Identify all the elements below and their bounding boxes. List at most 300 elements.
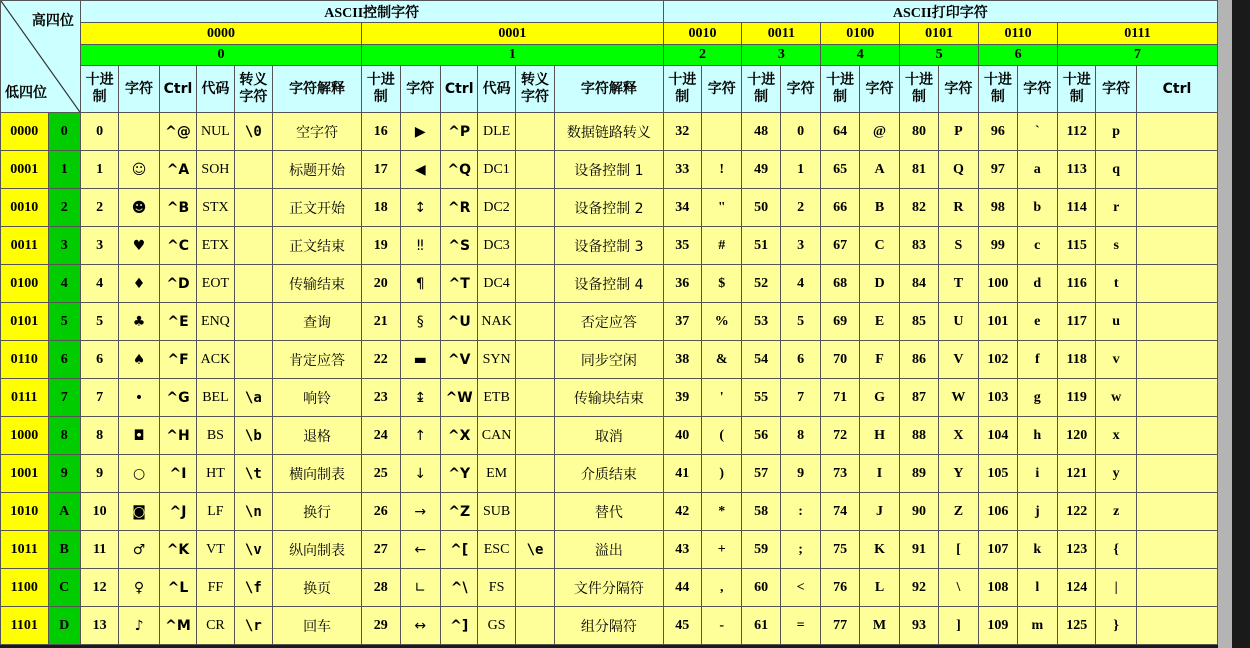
control-code: EM (478, 455, 515, 493)
char-glyph: ♣ (119, 303, 159, 341)
dec-value: 25 (362, 455, 400, 493)
printable-char: e (1017, 303, 1057, 341)
dec-value: 70 (821, 341, 859, 379)
dec-value: 114 (1058, 189, 1096, 227)
ctrl-key: ^I (159, 455, 196, 493)
dec-value: 121 (1058, 455, 1096, 493)
printable-char: M (859, 607, 899, 645)
control-code: NAK (478, 303, 515, 341)
dec-value: 44 (663, 569, 701, 607)
empty-cell (1136, 227, 1217, 265)
row-low-hex: 1 (48, 151, 80, 189)
dec-value: 88 (900, 417, 938, 455)
row-low-bits: 0010 (1, 189, 49, 227)
subheader-escape: 转义字符 (234, 66, 272, 113)
ctrl-key: ^@ (159, 113, 196, 151)
printable-char: U (938, 303, 978, 341)
control-code: CAN (478, 417, 515, 455)
escape-sequence: \v (234, 531, 272, 569)
escape-sequence (515, 227, 554, 265)
dec-value: 54 (742, 341, 780, 379)
char-explanation: 否定应答 (555, 303, 663, 341)
table-row (1, 531, 1218, 569)
dec-value: 103 (979, 379, 1017, 417)
printable-char: ` (1017, 113, 1057, 151)
char-explanation: 介质结束 (555, 455, 663, 493)
dec-value: 39 (663, 379, 701, 417)
ctrl-key: ^V (440, 341, 477, 379)
subheader-explain: 字符解释 (555, 66, 663, 113)
subheader-dec: 十进制 (80, 66, 118, 113)
ctrl-key: ^Q (440, 151, 477, 189)
row-low-hex: 2 (48, 189, 80, 227)
dec-value: 35 (663, 227, 701, 265)
printable-char: A (859, 151, 899, 189)
high-bits-2: 0010 (663, 23, 742, 45)
printable-char: ' (702, 379, 742, 417)
printable-char: t (1096, 265, 1136, 303)
control-code: BS (197, 417, 234, 455)
dec-value: 38 (663, 341, 701, 379)
printable-char: z (1096, 493, 1136, 531)
ctrl-key: ^S (440, 227, 477, 265)
dec-value: 82 (900, 189, 938, 227)
control-code: FS (478, 569, 515, 607)
printable-char: u (1096, 303, 1136, 341)
dec-value: 115 (1058, 227, 1096, 265)
printable-char: Q (938, 151, 978, 189)
control-code: LF (197, 493, 234, 531)
char-glyph: ◀ (400, 151, 440, 189)
char-glyph: ↨ (400, 379, 440, 417)
row-low-hex: A (48, 493, 80, 531)
ctrl-key: ^W (440, 379, 477, 417)
subheader-dec: 十进制 (979, 66, 1017, 113)
printable-char: X (938, 417, 978, 455)
row-low-hex: 9 (48, 455, 80, 493)
control-code: EOT (197, 265, 234, 303)
empty-cell (1136, 493, 1217, 531)
printable-char: k (1017, 531, 1057, 569)
table-row (1, 151, 1218, 189)
char-glyph: ▶ (400, 113, 440, 151)
dec-value: 10 (80, 493, 118, 531)
row-low-bits: 0110 (1, 341, 49, 379)
printable-char: w (1096, 379, 1136, 417)
low-bits-label: 低四位 (5, 85, 47, 101)
table-row (1, 227, 1218, 265)
row-low-hex: 6 (48, 341, 80, 379)
ctrl-key: ^C (159, 227, 196, 265)
row-low-bits: 1010 (1, 493, 49, 531)
high-bits-0: 0000 (80, 23, 361, 45)
dark-margin (1232, 0, 1250, 648)
escape-sequence (515, 379, 554, 417)
dec-value: 124 (1058, 569, 1096, 607)
dec-value: 40 (663, 417, 701, 455)
dec-value: 67 (821, 227, 859, 265)
dec-value: 76 (821, 569, 859, 607)
dec-value: 91 (900, 531, 938, 569)
ctrl-key: ^R (440, 189, 477, 227)
char-glyph: ○ (119, 455, 159, 493)
control-code: DC4 (478, 265, 515, 303)
dec-value: 17 (362, 151, 400, 189)
char-explanation: 回车 (273, 607, 362, 645)
char-explanation: 替代 (555, 493, 663, 531)
printable-char: H (859, 417, 899, 455)
ctrl-key: ^J (159, 493, 196, 531)
char-glyph: ↓ (400, 455, 440, 493)
printable-char: q (1096, 151, 1136, 189)
high-bits-label: 高四位 (31, 13, 74, 29)
escape-sequence: \f (234, 569, 272, 607)
ctrl-key: ^[ (440, 531, 477, 569)
char-glyph: ↔ (400, 607, 440, 645)
high-hex-6: 6 (979, 45, 1058, 66)
dec-value: 84 (900, 265, 938, 303)
char-explanation: 同步空闲 (555, 341, 663, 379)
dec-value: 7 (80, 379, 118, 417)
char-explanation: 设备控制 3 (555, 227, 663, 265)
ctrl-key: ^X (440, 417, 477, 455)
char-glyph: ♀ (119, 569, 159, 607)
dec-value: 45 (663, 607, 701, 645)
char-explanation: 设备控制 2 (555, 189, 663, 227)
row-low-hex: 4 (48, 265, 80, 303)
control-code: ENQ (197, 303, 234, 341)
row-low-bits: 1001 (1, 455, 49, 493)
subheader-char: 字符 (1017, 66, 1057, 113)
printable-char: j (1017, 493, 1057, 531)
printable-char: V (938, 341, 978, 379)
table-row (1, 569, 1218, 607)
ctrl-key: ^M (159, 607, 196, 645)
char-explanation: 数据链路转义 (555, 113, 663, 151)
char-explanation: 换页 (273, 569, 362, 607)
dec-value: 123 (1058, 531, 1096, 569)
subheader-dec: 十进制 (663, 66, 701, 113)
escape-sequence (234, 303, 272, 341)
dec-value: 80 (900, 113, 938, 151)
printable-char: & (702, 341, 742, 379)
printable-char: p (1096, 113, 1136, 151)
empty-cell (1136, 113, 1217, 151)
char-glyph: ◘ (119, 417, 159, 455)
dec-value: 105 (979, 455, 1017, 493)
subheader-code: 代码 (197, 66, 234, 113)
dec-value: 36 (663, 265, 701, 303)
table-row (1, 113, 1218, 151)
dec-value: 87 (900, 379, 938, 417)
escape-sequence: \r (234, 607, 272, 645)
dec-value: 96 (979, 113, 1017, 151)
printable-char: h (1017, 417, 1057, 455)
printable-char: 6 (780, 341, 820, 379)
char-explanation: 肯定应答 (273, 341, 362, 379)
row-low-bits: 0100 (1, 265, 49, 303)
empty-cell (1136, 417, 1217, 455)
printable-char (702, 113, 742, 151)
dec-value: 125 (1058, 607, 1096, 645)
dec-value: 116 (1058, 265, 1096, 303)
char-glyph: ◙ (119, 493, 159, 531)
dec-value: 33 (663, 151, 701, 189)
printable-char: = (780, 607, 820, 645)
escape-sequence: \b (234, 417, 272, 455)
dec-value: 18 (362, 189, 400, 227)
char-glyph: ♪ (119, 607, 159, 645)
control-code: DC1 (478, 151, 515, 189)
escape-sequence (515, 189, 554, 227)
control-code: DC3 (478, 227, 515, 265)
printable-char: $ (702, 265, 742, 303)
escape-sequence (515, 607, 554, 645)
empty-cell (1136, 265, 1217, 303)
dec-value: 34 (663, 189, 701, 227)
char-explanation: 退格 (273, 417, 362, 455)
subheader-dec: 十进制 (362, 66, 400, 113)
dec-value: 37 (663, 303, 701, 341)
printable-char: \ (938, 569, 978, 607)
escape-sequence (515, 341, 554, 379)
char-explanation: 响铃 (273, 379, 362, 417)
printable-char: { (1096, 531, 1136, 569)
char-glyph: ♠ (119, 341, 159, 379)
table-row (1, 303, 1218, 341)
high-bits-1: 0001 (362, 23, 664, 45)
row-low-bits: 0111 (1, 379, 49, 417)
printable-char: | (1096, 569, 1136, 607)
printable-char: 2 (780, 189, 820, 227)
control-section-title: ASCII控制字符 (80, 1, 663, 23)
empty-cell (1136, 151, 1217, 189)
escape-sequence: \a (234, 379, 272, 417)
char-explanation: 组分隔符 (555, 607, 663, 645)
dec-value: 50 (742, 189, 780, 227)
dec-value: 85 (900, 303, 938, 341)
char-glyph: • (119, 379, 159, 417)
escape-sequence: \t (234, 455, 272, 493)
printable-char: # (702, 227, 742, 265)
char-explanation: 取消 (555, 417, 663, 455)
corner-header (1, 1, 81, 113)
high-hex-5: 5 (900, 45, 979, 66)
empty-cell (1136, 455, 1217, 493)
printable-char: % (702, 303, 742, 341)
ctrl-key: ^F (159, 341, 196, 379)
dec-value: 101 (979, 303, 1017, 341)
table-row (1, 417, 1218, 455)
row-low-bits: 0101 (1, 303, 49, 341)
escape-sequence: \n (234, 493, 272, 531)
dec-value: 68 (821, 265, 859, 303)
subheader-char: 字符 (780, 66, 820, 113)
printable-char: [ (938, 531, 978, 569)
ctrl-key: ^B (159, 189, 196, 227)
ctrl-key: ^G (159, 379, 196, 417)
printable-char: 8 (780, 417, 820, 455)
ctrl-key: ^] (440, 607, 477, 645)
escape-sequence (515, 113, 554, 151)
row-low-hex: 0 (48, 113, 80, 151)
printable-char: F (859, 341, 899, 379)
control-code: ETB (478, 379, 515, 417)
dec-value: 72 (821, 417, 859, 455)
dec-value: 24 (362, 417, 400, 455)
empty-cell (1136, 607, 1217, 645)
row-low-bits: 0001 (1, 151, 49, 189)
dec-value: 55 (742, 379, 780, 417)
escape-sequence (515, 151, 554, 189)
dec-value: 81 (900, 151, 938, 189)
dec-value: 43 (663, 531, 701, 569)
dec-value: 13 (80, 607, 118, 645)
char-explanation: 文件分隔符 (555, 569, 663, 607)
printable-char: : (780, 493, 820, 531)
row-low-hex: C (48, 569, 80, 607)
printable-char: C (859, 227, 899, 265)
dec-value: 60 (742, 569, 780, 607)
dec-value: 97 (979, 151, 1017, 189)
printable-char: 1 (780, 151, 820, 189)
dec-value: 106 (979, 493, 1017, 531)
subheader-dec: 十进制 (1058, 66, 1096, 113)
printable-char: ( (702, 417, 742, 455)
control-code: ACK (197, 341, 234, 379)
dec-value: 26 (362, 493, 400, 531)
char-explanation: 正文结束 (273, 227, 362, 265)
control-code: ETX (197, 227, 234, 265)
printable-char: - (702, 607, 742, 645)
char-glyph: ∟ (400, 569, 440, 607)
dec-value: 16 (362, 113, 400, 151)
dec-value: 74 (821, 493, 859, 531)
dec-value: 117 (1058, 303, 1096, 341)
dec-value: 102 (979, 341, 1017, 379)
subheader-ctrl: Ctrl (1136, 66, 1217, 113)
escape-sequence: \e (515, 531, 554, 569)
char-explanation: 传输块结束 (555, 379, 663, 417)
printable-char: Z (938, 493, 978, 531)
empty-cell (1136, 341, 1217, 379)
printable-char: < (780, 569, 820, 607)
subheader-ctrl: Ctrl (159, 66, 196, 113)
printable-char: S (938, 227, 978, 265)
printable-char: Y (938, 455, 978, 493)
char-explanation: 正文开始 (273, 189, 362, 227)
table-row (1, 607, 1218, 645)
ctrl-key: ^L (159, 569, 196, 607)
escape-sequence (515, 569, 554, 607)
row-low-bits: 1100 (1, 569, 49, 607)
dec-value: 49 (742, 151, 780, 189)
dec-value: 75 (821, 531, 859, 569)
dec-value: 51 (742, 227, 780, 265)
dec-value: 3 (80, 227, 118, 265)
printable-char: W (938, 379, 978, 417)
dec-value: 118 (1058, 341, 1096, 379)
dec-value: 58 (742, 493, 780, 531)
dec-value: 12 (80, 569, 118, 607)
printable-char: 4 (780, 265, 820, 303)
printable-char: " (702, 189, 742, 227)
control-code: CR (197, 607, 234, 645)
dec-value: 28 (362, 569, 400, 607)
escape-sequence (234, 341, 272, 379)
dec-value: 56 (742, 417, 780, 455)
char-glyph: ♥ (119, 227, 159, 265)
row-low-hex: D (48, 607, 80, 645)
row-low-bits: 0000 (1, 113, 49, 151)
escape-sequence: \0 (234, 113, 272, 151)
control-code: FF (197, 569, 234, 607)
ctrl-key: ^Y (440, 455, 477, 493)
char-explanation: 空字符 (273, 113, 362, 151)
dec-value: 119 (1058, 379, 1096, 417)
row-low-bits: 1101 (1, 607, 49, 645)
ctrl-key: ^Z (440, 493, 477, 531)
dec-value: 99 (979, 227, 1017, 265)
high-hex-2: 2 (663, 45, 742, 66)
subheader-dec: 十进制 (742, 66, 780, 113)
printable-char: c (1017, 227, 1057, 265)
dec-value: 108 (979, 569, 1017, 607)
char-explanation: 标题开始 (273, 151, 362, 189)
dec-value: 48 (742, 113, 780, 151)
char-explanation: 查询 (273, 303, 362, 341)
control-code: SUB (478, 493, 515, 531)
printable-char: v (1096, 341, 1136, 379)
printable-char: R (938, 189, 978, 227)
printable-char: D (859, 265, 899, 303)
ctrl-key: ^D (159, 265, 196, 303)
escape-sequence (234, 151, 272, 189)
high-hex-3: 3 (742, 45, 821, 66)
row-low-hex: 3 (48, 227, 80, 265)
dec-value: 65 (821, 151, 859, 189)
printable-char: ; (780, 531, 820, 569)
char-explanation: 横向制表 (273, 455, 362, 493)
printable-char: 9 (780, 455, 820, 493)
high-bits-7: 0111 (1058, 23, 1218, 45)
dec-value: 0 (80, 113, 118, 151)
printable-char: i (1017, 455, 1057, 493)
char-explanation: 设备控制 4 (555, 265, 663, 303)
dec-value: 1 (80, 151, 118, 189)
dec-value: 19 (362, 227, 400, 265)
char-glyph: ☺ (119, 151, 159, 189)
printable-char: y (1096, 455, 1136, 493)
ctrl-key: ^U (440, 303, 477, 341)
dec-value: 104 (979, 417, 1017, 455)
control-code: DC2 (478, 189, 515, 227)
row-low-hex: 8 (48, 417, 80, 455)
char-explanation: 设备控制 1 (555, 151, 663, 189)
char-explanation: 溢出 (555, 531, 663, 569)
empty-cell (1136, 379, 1217, 417)
char-glyph: → (400, 493, 440, 531)
char-glyph: ☻ (119, 189, 159, 227)
char-glyph: ¶ (400, 265, 440, 303)
char-explanation: 纵向制表 (273, 531, 362, 569)
control-code: SYN (478, 341, 515, 379)
dec-value: 93 (900, 607, 938, 645)
control-code: BEL (197, 379, 234, 417)
empty-cell (1136, 189, 1217, 227)
high-bits-3: 0011 (742, 23, 821, 45)
dec-value: 32 (663, 113, 701, 151)
